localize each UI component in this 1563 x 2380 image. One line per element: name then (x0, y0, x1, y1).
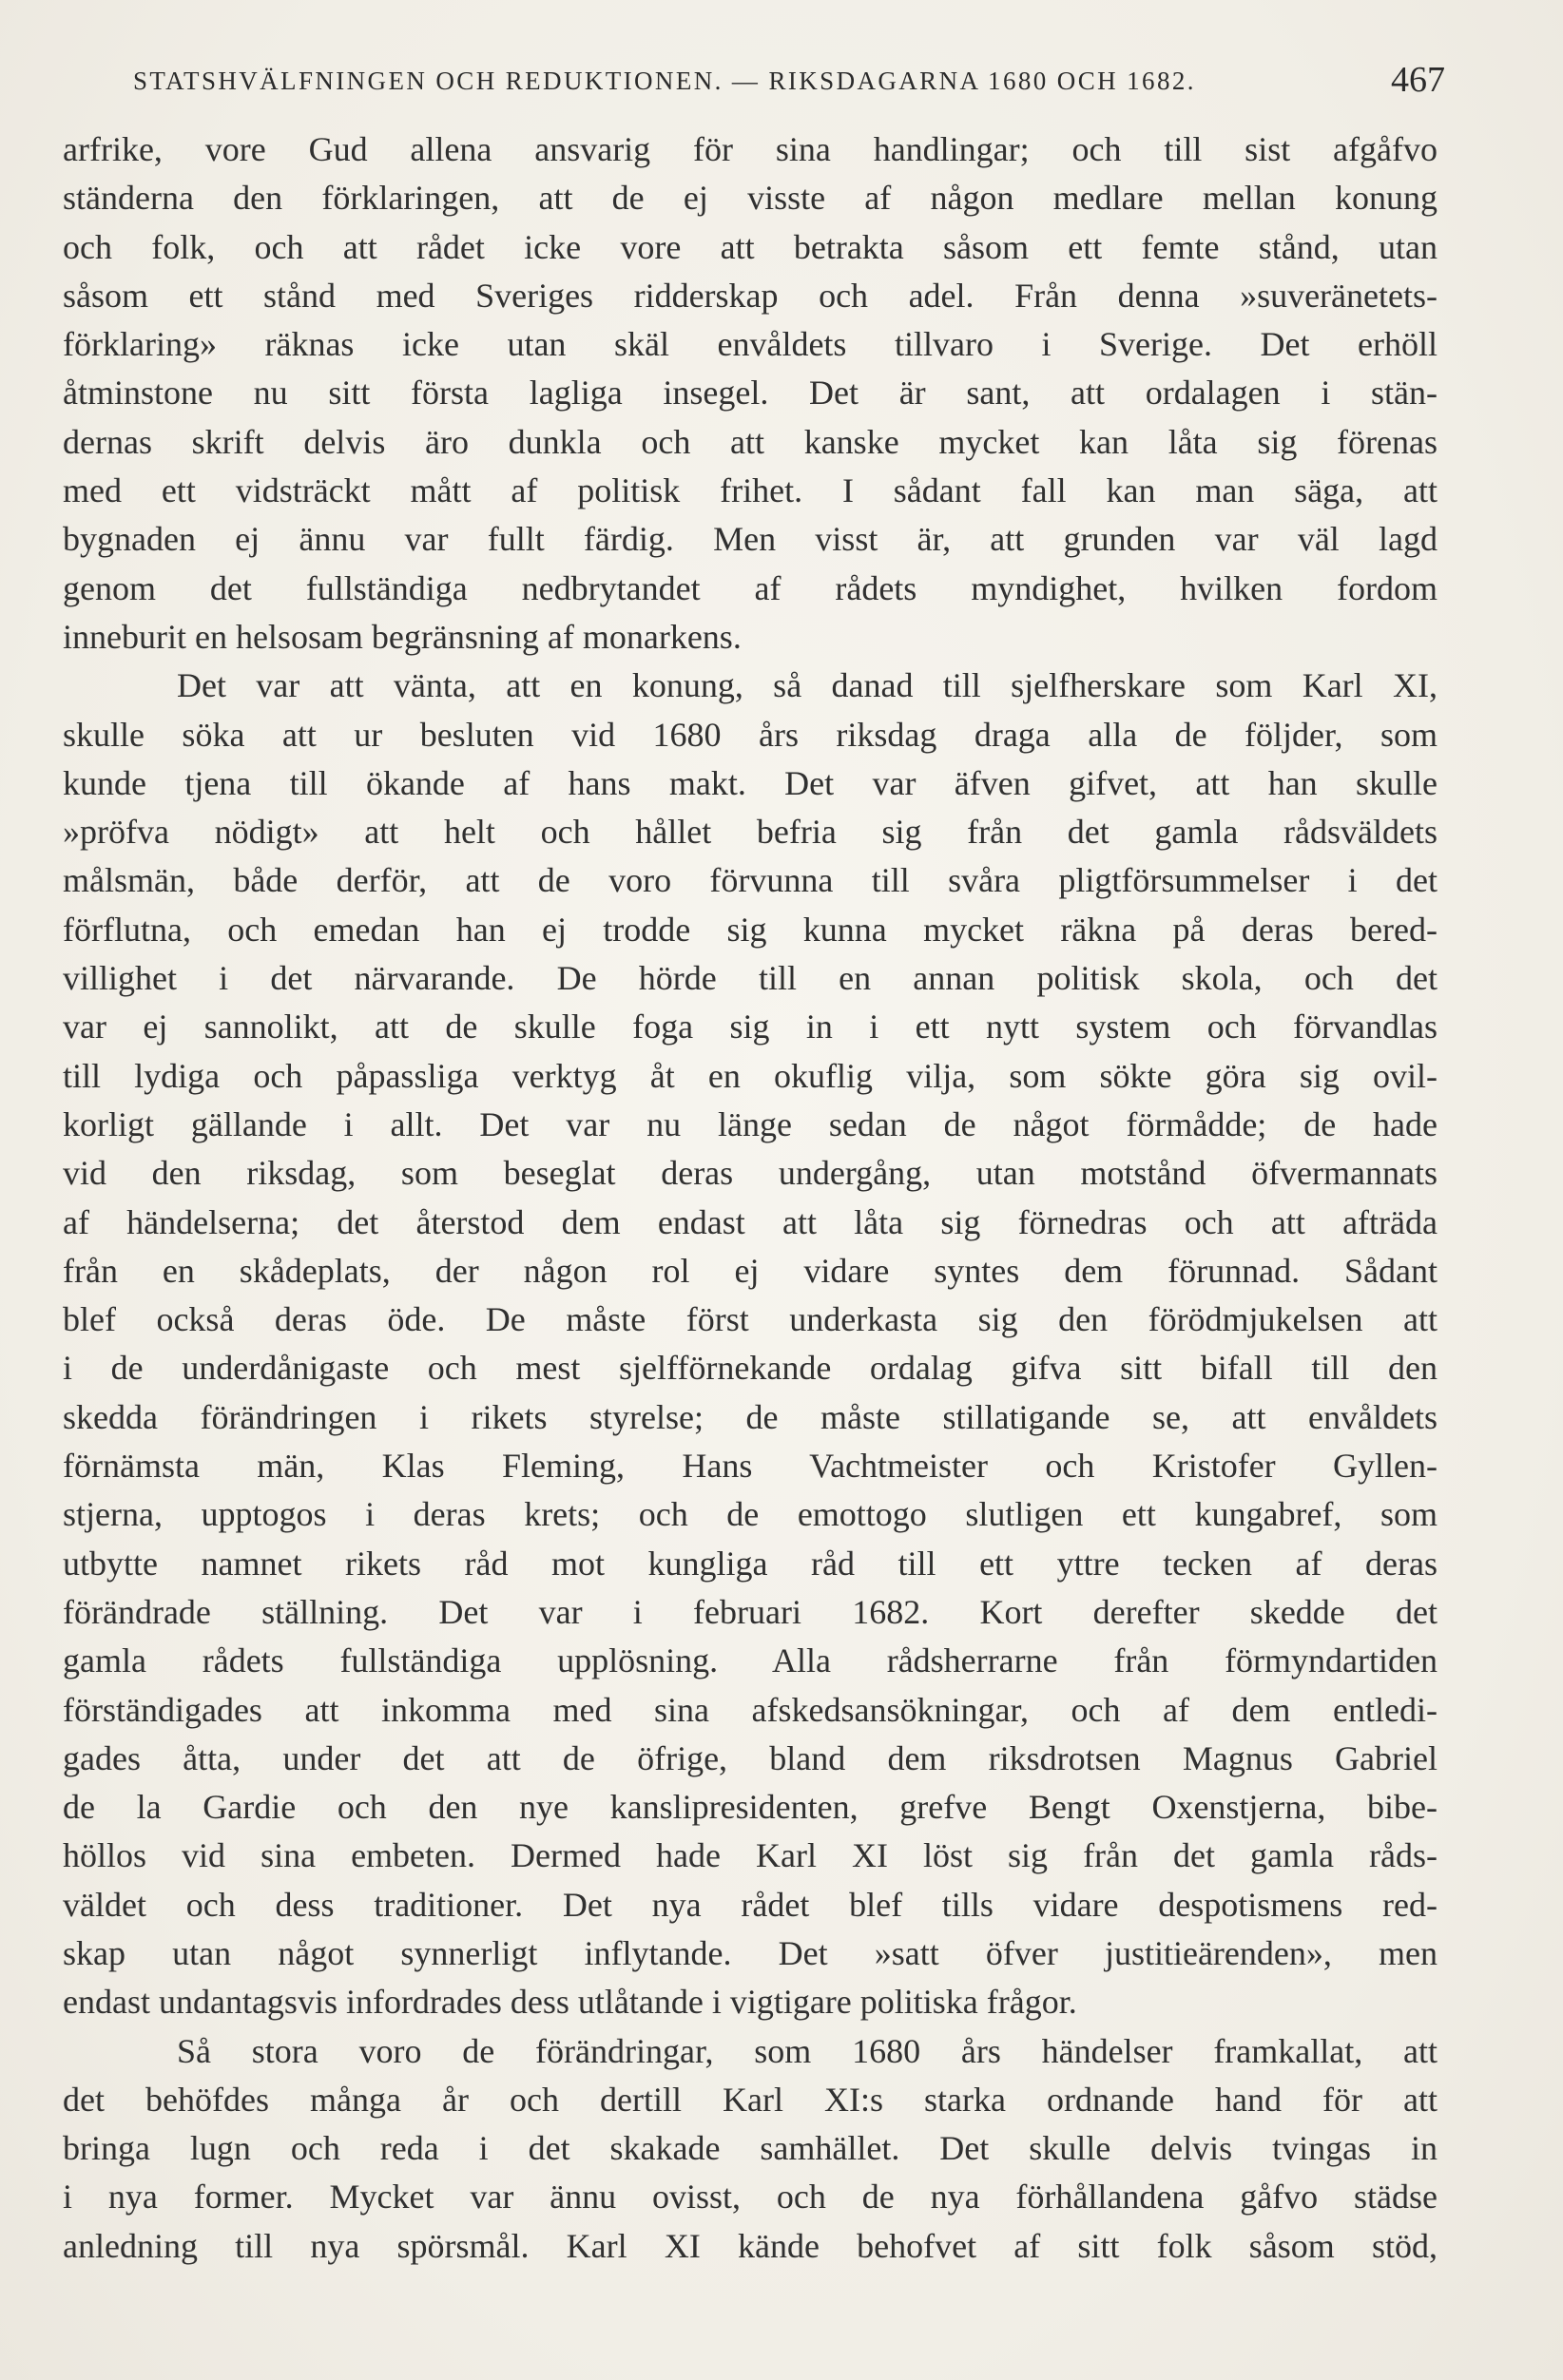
text-line: gades åtta, under det att de öfrige, bland dem riksdrotsen Magnus Gabriel (63, 1738, 1438, 1777)
text-line: stjerna, upptogos i deras krets; och de emottogo slutligen ett kungabref, som (63, 1495, 1438, 1534)
text-line: det behöfdes många år och dertill Karl XI:s starka ordnande hand för att (63, 2080, 1438, 2119)
text-line: förändrade ställning. Det var i februari 1682. Kort derefter skedde det (63, 1592, 1438, 1631)
text-line: af händelserna; det återstod dem endast att låta sig förnedras och att afträda (63, 1202, 1438, 1241)
text-line: blef också deras öde. De måste först underkasta sig den förödmjukelsen att (63, 1300, 1438, 1339)
text-line: korligt gällande i allt. Det var nu länge sedan de något förmådde; de hade (63, 1104, 1438, 1143)
text-line: gamla rådets fullständiga upplösning. Alla rådsherrarne från förmyndartiden (63, 1641, 1438, 1680)
text-line: målsmän, både derför, att de voro förvunna till svåra pligtförsummelser i det (63, 861, 1438, 900)
text-line: Det var att vänta, att en konung, så danad till sjelfherskare som Karl XI, (177, 666, 1438, 705)
text-line: förnämsta män, Klas Fleming, Hans Vachtmeister och Kristofer Gyllen- (63, 1447, 1438, 1486)
text-line: kunde tjena till ökande af hans makt. Det var äfven gifvet, att han skulle (63, 763, 1438, 802)
text-line: med ett vidsträckt mått af politisk frihet. I sådant fall kan man säga, att (63, 471, 1438, 510)
text-line: var ej sannolikt, att de skulle foga sig in i ett nytt system och förvandlas (63, 1008, 1438, 1046)
text-line: till lydiga och påpassliga verktyg åt en okuflig vilja, som sökte göra sig ovil- (63, 1056, 1438, 1095)
running-title: STATSHVÄLFNINGEN OCH REDUKTIONEN. — RIKSDAGARNA 1680 OCH 1682. (133, 67, 1196, 95)
text-line: anledning till nya spörsmål. Karl XI kände behofvet af sitt folk såsom stöd, (63, 2226, 1438, 2265)
text-line: väldet och dess traditioner. Det nya rådet blef tills vidare despotismens red- (63, 1885, 1438, 1924)
text-line: Så stora voro de förändringar, som 1680 års händelser framkallat, att (177, 2031, 1438, 2070)
page-number: 467 (1391, 60, 1445, 100)
text-line: bringa lugn och reda i det skakade samhället. Det skulle delvis tvingas in (63, 2129, 1438, 2168)
text-line: genom det fullständiga nedbrytandet af rådets myndighet, hvilken fordom (63, 568, 1438, 607)
text-line: utbytte namnet rikets råd mot kungliga råd till ett yttre tecken af deras (63, 1544, 1438, 1583)
text-line: inneburit en helsosam begränsning af monarkens. (63, 617, 742, 656)
text-line: vid den riksdag, som beseglat deras undergång, utan motstånd öfvermannats (63, 1154, 1438, 1193)
text-line: ständerna den förklaringen, att de ej visste af någon medlare mellan konung (63, 179, 1438, 218)
text-line: dernas skrift delvis äro dunkla och att kanske mycket kan låta sig förenas (63, 422, 1438, 461)
text-line: såsom ett stånd med Sveriges ridderskap och adel. Från denna »suveränetets- (63, 276, 1438, 315)
text-line: och folk, och att rådet icke vore att betrakta såsom ett femte stånd, utan (63, 227, 1438, 266)
text-line: höllos vid sina embeten. Dermed hade Karl XI löst sig från det gamla råds- (63, 1836, 1438, 1875)
body-text (63, 125, 1438, 2271)
text-line: »pröfva nödigt» att helt och hållet befria sig från det gamla rådsväldets (63, 813, 1438, 852)
text-line: de la Gardie och den nye kanslipresidenten, grefve Bengt Oxenstjerna, bibe- (63, 1788, 1438, 1827)
text-line: i de underdånigaste och mest sjelfförnekande ordalag gifva sitt bifall till den (63, 1349, 1438, 1388)
text-line: i nya former. Mycket var ännu ovisst, och de nya förhållandena gåfvo städse (63, 2178, 1438, 2217)
text-line: förständigades att inkomma med sina afskedsansökningar, och af dem entledi- (63, 1690, 1438, 1729)
text-line: bygnaden ej ännu var fullt färdig. Men visst är, att grunden var väl lagd (63, 520, 1438, 559)
text-line: från en skådeplats, der någon rol ej vidare syntes dem förunnad. Sådant (63, 1251, 1438, 1290)
text-line: skulle söka att ur besluten vid 1680 års riksdag draga alla de följder, som (63, 715, 1438, 754)
text-line: villighet i det närvarande. De hörde till en annan politisk skola, och det (63, 959, 1438, 998)
text-line: förklaring» räknas icke utan skäl envåldets tillvaro i Sverige. Det erhöll (63, 325, 1438, 364)
text-line: förflutna, och emedan han ej trodde sig kunna mycket räkna på deras bered- (63, 910, 1438, 949)
text-line: åtminstone nu sitt första lagliga insegel. Det är sant, att ordalagen i stän- (63, 374, 1438, 413)
text-line: skap utan något synnerligt inflytande. Det »satt öfver justitieärenden», men (63, 1933, 1438, 1972)
text-line: skedda förändringen i rikets styrelse; de måste stillatigande se, att envåldets (63, 1397, 1438, 1436)
text-line: endast undantagsvis infordrades dess utlåtande i vigtigare politiska frågor. (63, 1983, 1077, 2022)
text-line: arfrike, vore Gud allena ansvarig för sina handlingar; och till sist afgåfvo (63, 130, 1438, 168)
page-header (133, 59, 1445, 108)
